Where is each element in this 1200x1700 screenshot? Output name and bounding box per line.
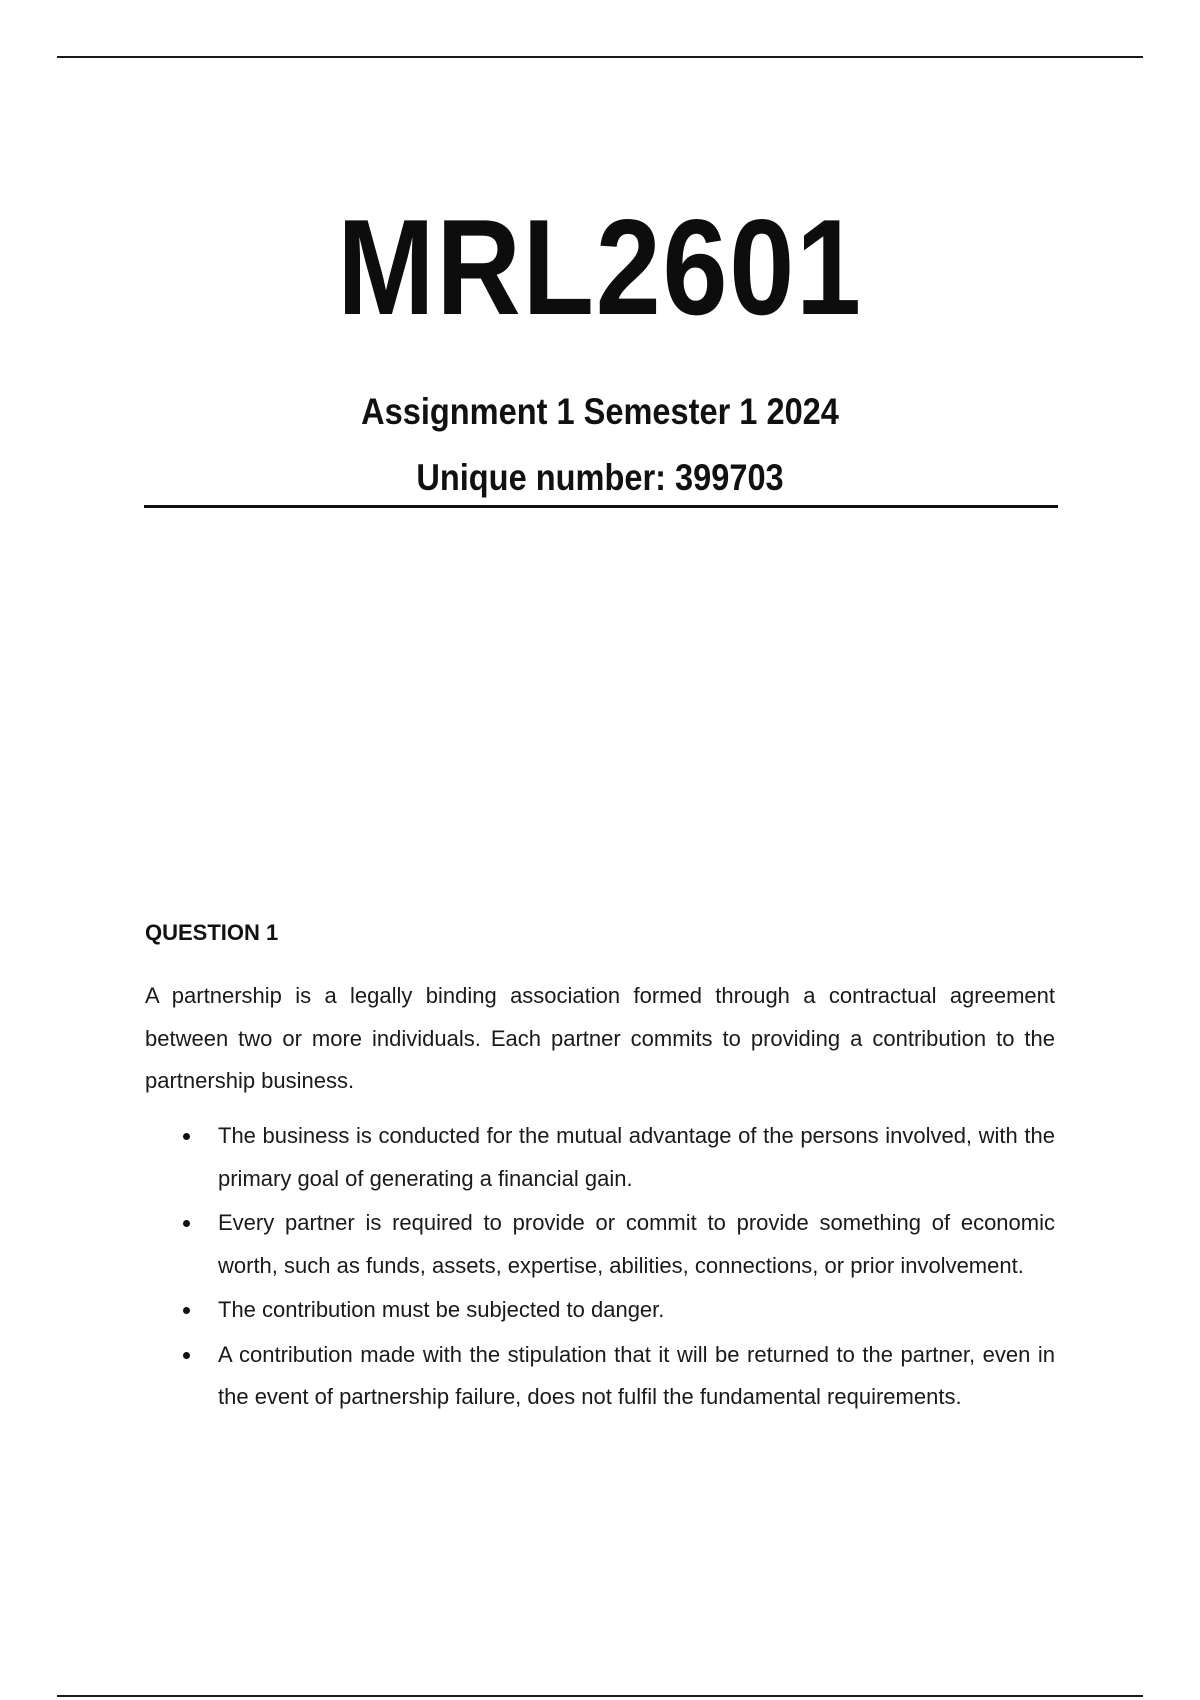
bullet-item [145,1334,1055,1419]
bullet-text: The contribution must be subjected to danger. [218,1297,665,1322]
bullet-text: The business is conducted for the mutual advantage of the persons involved, with the primary goal of generating a financial gain. [218,1123,1055,1191]
bullet-text: A contribution made with the stipulation that it will be returned to the partner, even in the event of partnership failure, does not fulfil the fundamental requirements. [218,1341,1055,1409]
assignment-subtitle: Assignment 1 Semester 1 2024 [361,391,839,432]
bullet-dot-icon [183,1220,190,1227]
bottom-rule [57,1695,1143,1697]
bullet-item [145,1115,1055,1200]
bullet-list [145,1115,1055,1421]
bullet-dot-icon [183,1352,190,1359]
bullet-text: Every partner is required to provide or commit to provide something of economic worth, such as funds, assets, expertise, abilities, connections, or prior involvement. [218,1210,1055,1278]
bullet-dot-icon [183,1307,190,1314]
intro-paragraph: A partnership is a legally binding association formed through a contractual agreement between two or more individuals. Each partner commits to providing a contribution to the partnership business. [145,983,1055,1093]
title-underline-rule [144,505,1058,508]
bullet-item [145,1289,1055,1332]
question-heading: QUESTION 1 [145,920,279,945]
bullet-item [145,1202,1055,1287]
top-rule [57,56,1143,58]
course-code-title: MRL2601 [337,191,863,343]
bullet-dot-icon [183,1133,190,1140]
unique-number-subtitle: Unique number: 399703 [416,457,784,498]
